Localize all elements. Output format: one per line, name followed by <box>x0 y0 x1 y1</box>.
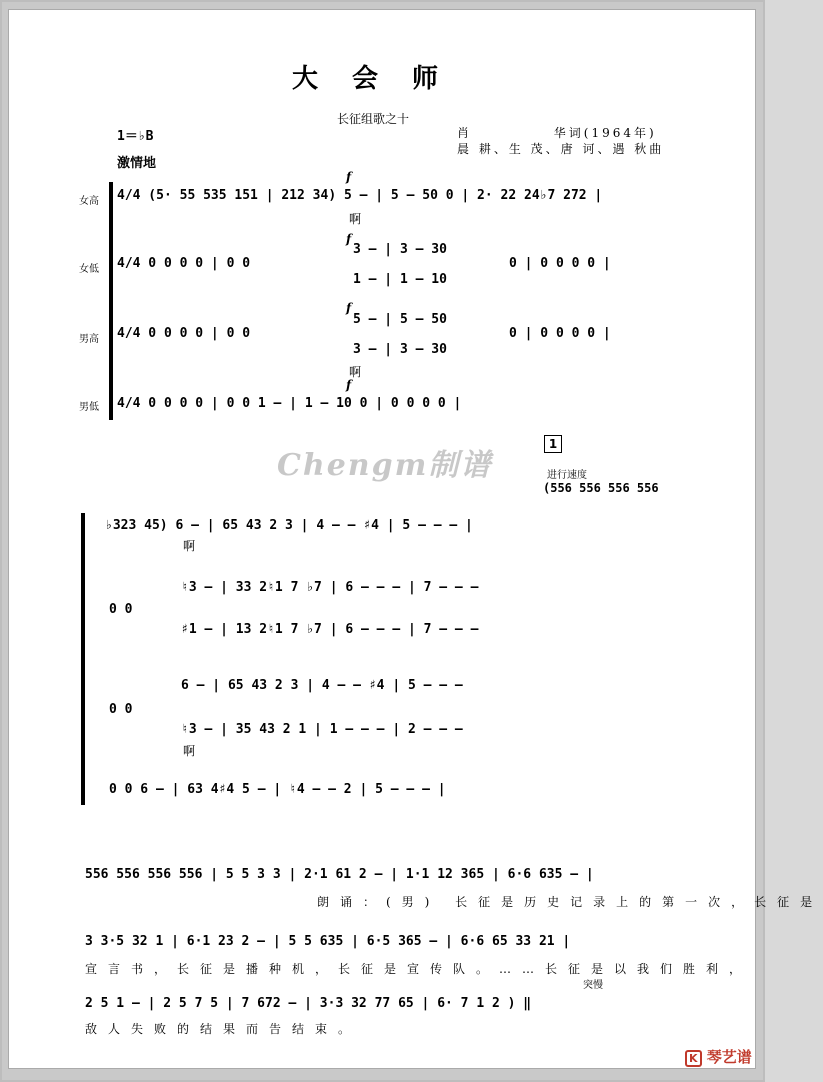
part-label-bass: 男低 <box>79 402 99 413</box>
site-logo <box>685 1046 752 1067</box>
s4-lyric: 宣言书，长征是播种机，长征是宣传队。……长征是以我们胜利， <box>85 962 753 976</box>
key-signature: 1＝♭B <box>117 129 154 144</box>
s2-alto-lower: ♯1 – | 13 2♮1 7 ♭7 | 6 – – – | 7 – – – <box>181 622 479 637</box>
credits-lyricist: 肖 华词(1964年) <box>457 126 657 140</box>
s2-bass-line: 0 0 6 – | 63 4♯4 5 – | ♮4 – – 2 | 5 – – – | <box>109 782 446 797</box>
subtitle: 长征组歌之十 <box>337 112 410 126</box>
credits-composers: 晨 耕、生 茂、唐 诃、遇 秋曲 <box>457 142 665 156</box>
page-title: 大会师 <box>292 64 473 94</box>
s2-alto-rests: 0 0 <box>109 602 133 617</box>
system1-brace <box>109 182 113 420</box>
s1-tenor-upper: 5 – | 5 – 50 <box>353 312 447 327</box>
s1-bass-line: 4/4 0 0 0 0 | 0 0 1 – | 1 – 10 0 | 0 0 0 0 | <box>117 396 462 411</box>
s3-lyric: 朗诵：(男) 长征是历史记录上的第一次，长征是 <box>317 895 823 909</box>
s4-notes: 3 3·5 32 1 | 6·1 23 2 – | 5 5 635 | 6·5 365 – | 6·6 65 33 21 | <box>85 934 571 949</box>
part-label-alto: 女低 <box>79 264 99 275</box>
rehearsal-mark: 1 <box>544 435 562 453</box>
s1-alto-upper: 3 – | 3 – 30 <box>353 242 447 257</box>
s2-tenor-rests: 0 0 <box>109 702 133 717</box>
score-page <box>8 9 823 1069</box>
tempo-mark-slow: 突慢 <box>583 980 603 991</box>
watermark: Chengm制谱 <box>277 448 493 483</box>
part-label-tenor: 男高 <box>79 334 99 345</box>
s2-tenor-upper: 6 – | 65 43 2 3 | 4 – – ♯4 | 5 – – – <box>181 678 463 693</box>
dynamic-mark-alto: f <box>346 232 352 246</box>
tempo-text: 进行速度 <box>547 470 587 481</box>
s1-tenor-tail: 0 | 0 0 0 0 | <box>509 326 611 341</box>
s1-tenor-lower: 3 – | 3 – 30 <box>353 342 447 357</box>
s1-bass-lyric: 啊 <box>349 365 362 379</box>
s1-soprano-line: 4/4 (5· 55 535 151 | 212 34) 5 – | 5 – 50 0 | 2· 22 24♭7 272 | <box>117 188 603 203</box>
s1-alto-rests: 4/4 0 0 0 0 | 0 0 <box>117 256 251 271</box>
system2-brace <box>81 513 85 805</box>
dynamic-mark: f <box>346 170 352 184</box>
logo-icon: K <box>685 1050 702 1067</box>
s2-soprano-lyric: 啊 <box>183 539 196 553</box>
s2-tenor-lower: ♮3 – | 35 43 2 1 | 1 – – – | 2 – – – <box>181 722 463 737</box>
dynamic-mark-tenor: f <box>346 301 352 315</box>
expression-mark: 激情地 <box>117 156 157 171</box>
logo-text: 琴艺谱 <box>706 1048 752 1066</box>
part-label-soprano: 女高 <box>79 196 99 207</box>
s1-alto-tail: 0 | 0 0 0 0 | <box>509 256 611 271</box>
s5-notes: 2 5 1 – | 2 5 7 5 | 7 672 – | 3·3 32 77 65 | 6· 7 1 2 ) ‖ <box>85 996 532 1011</box>
tempo-notes: (556 556 556 556 <box>543 481 659 495</box>
s2-tenor-lyric: 啊 <box>183 744 196 758</box>
s2-alto-upper: ♮3 – | 33 2♮1 7 ♭7 | 6 – – – | 7 – – – <box>181 580 479 595</box>
s3-notes: 556 556 556 556 | 5 5 3 3 | 2·1 61 2 – | 1·1 12 365 | 6·6 635 – | <box>85 867 594 882</box>
s1-alto-lower: 1 – | 1 – 10 <box>353 272 447 287</box>
s1-tenor-rests: 4/4 0 0 0 0 | 0 0 <box>117 326 251 341</box>
s2-soprano-line: ♭323 45) 6 – | 65 43 2 3 | 4 – – ♯4 | 5 – – – | <box>105 518 473 533</box>
s1-soprano-lyric: 啊 <box>349 212 362 226</box>
dynamic-mark-bass: f <box>346 378 352 392</box>
s5-lyric: 敌人失败的结果而告结束。 <box>85 1022 362 1036</box>
